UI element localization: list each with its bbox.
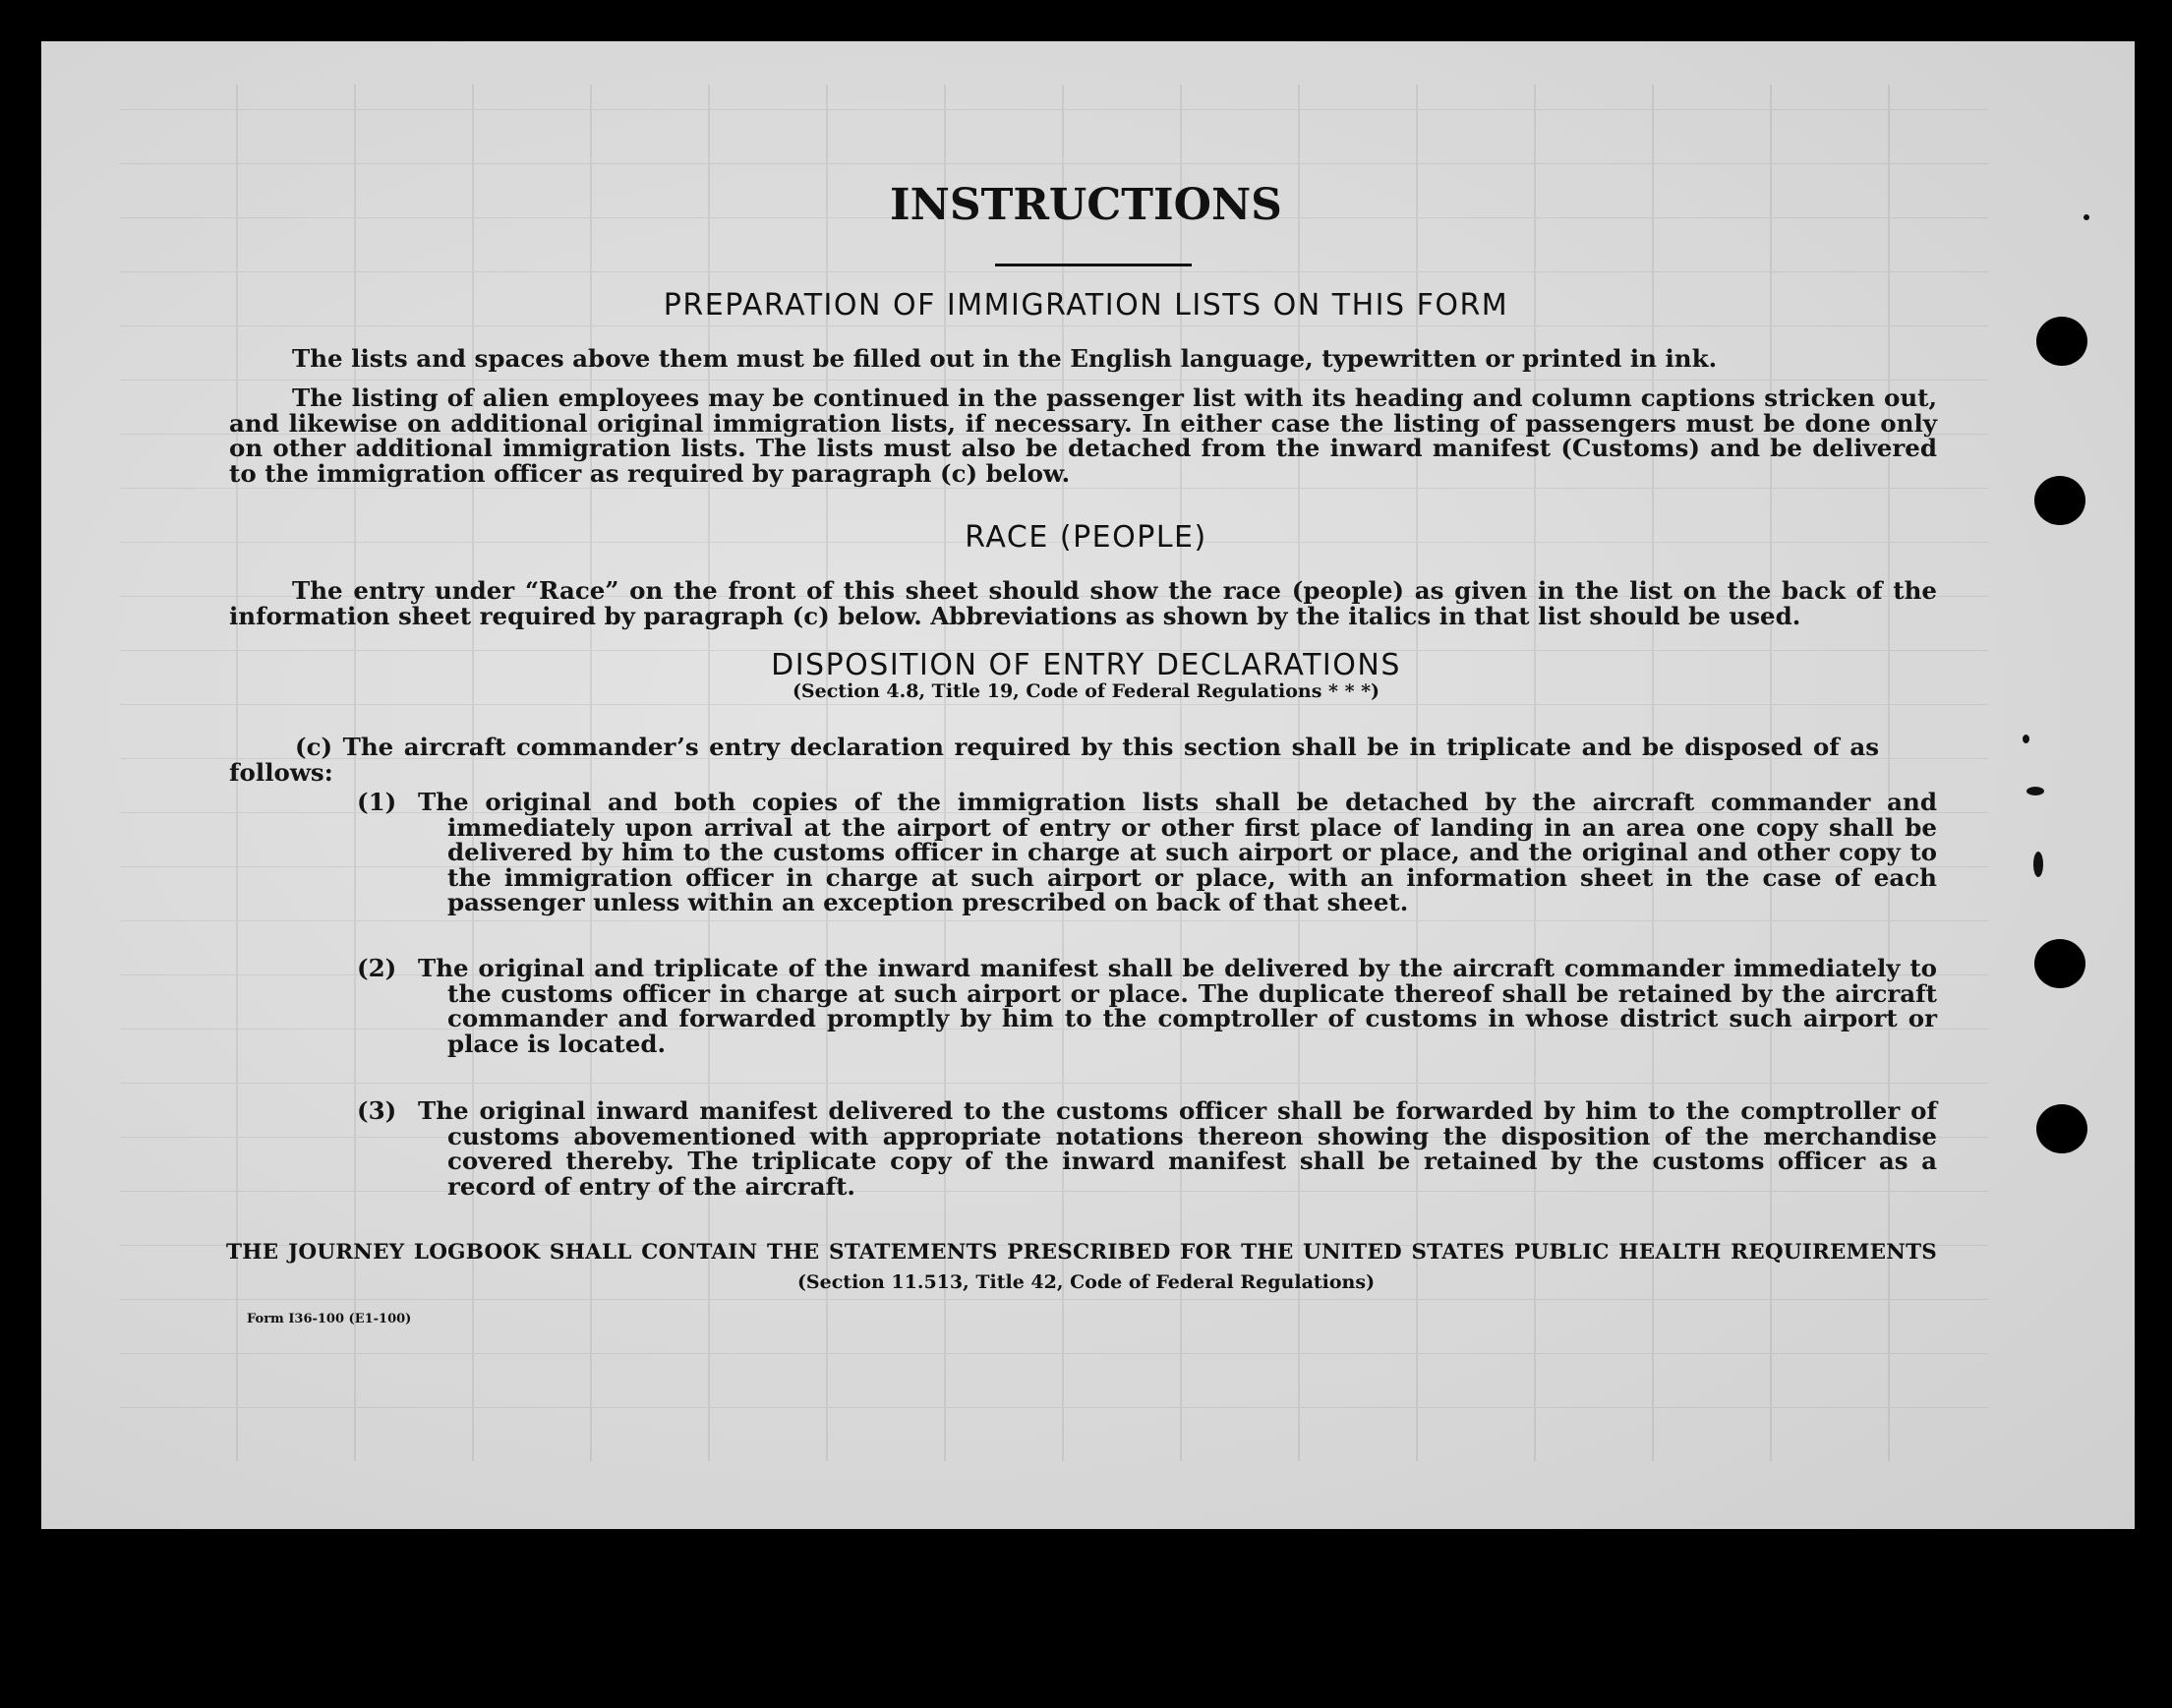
section-heading-disposition: DISPOSITION OF ENTRY DECLARATIONS (771, 648, 1401, 682)
section-heading-race: RACE (PEOPLE) (965, 520, 1207, 555)
public-health-statement: THE JOURNEY LOGBOOK SHALL CONTAIN THE STATEMENTS PRESCRIBED FOR THE UNITED STATES PUBLIC HEALTH REQUIREMENTS (226, 1240, 1937, 1265)
disposition-citation: (Section 4.8, Title 19, Code of Federal Regulations * * *) (792, 680, 1380, 702)
form-number: Form I36-100 (E1-100) (247, 1312, 412, 1326)
paragraph-language: The lists and spaces above them must be filled out in the English language, typewritten or printed in ink. (292, 344, 1718, 373)
list-item-text: The original inward manifest delivered to the customs officer shall be forwarded by him to the comptroller of customs abovementioned with appropriate notations thereon showing the disposition of the merchandise covered thereby. The triplicate copy of the inward manifest shall be retained by the customs officer as a record of entry of the aircraft. (418, 1096, 1937, 1201)
list-item-text: The original and triplicate of the inward manifest shall be delivered by the aircraft commander immediately to the customs officer in charge at such airport or place. The duplicate thereof shall be retained by the aircraft commander and forwarded promptly by him to the comptroller of customs in whose district such airport or place is located. (418, 954, 1937, 1058)
page-title: INSTRUCTIONS (890, 180, 1282, 230)
section-heading-preparation: PREPARATION OF IMMIGRATION LISTS ON THIS FORM (663, 288, 1509, 323)
list-item (357, 1098, 1937, 1199)
paragraph-alien-employees: The listing of alien employees may be continued in the passenger list with its heading and column captions stricken out, and likewise on additional original immigration lists, if necessary. In either case the listing of passengers must be done only on other additional immigration lists. The lists must also be detached from the inward manifest (Customs) and be delivered to the immigration officer as required by paragraph (c) below. (229, 383, 1937, 488)
list-item-number: (2) (357, 954, 397, 982)
list-item-number: (1) (357, 788, 397, 816)
list-item (357, 956, 1937, 1056)
list-item-text: The original and both copies of the immigration lists shall be detached by the aircraft commander and immediately upon arrival at the airport of entry or other first place of landing in an area one copy shall be delivered by him to the customs officer in charge at such airport or place, and the original and other copy to the immigration officer in charge at such airport or place, with an information sheet in the case of each passenger unless within an exception prescribed on back of that sheet. (418, 788, 1937, 916)
list-item (357, 790, 1937, 915)
title-underline (995, 264, 1192, 266)
paragraph-race: The entry under “Race” on the front of this sheet should show the race (people) as given in the list on the back of the information sheet required by paragraph (c) below. Abbreviations as shown by the italics in that list should be used. (229, 576, 1937, 630)
public-health-citation: (Section 11.513, Title 42, Code of Federal Regulations) (796, 1271, 1376, 1293)
paragraph-intro-c: (c) The aircraft commander’s entry declaration required by this section shall be in triplicate and be disposed of as follows: (229, 733, 1880, 787)
list-item-number: (3) (357, 1096, 397, 1125)
